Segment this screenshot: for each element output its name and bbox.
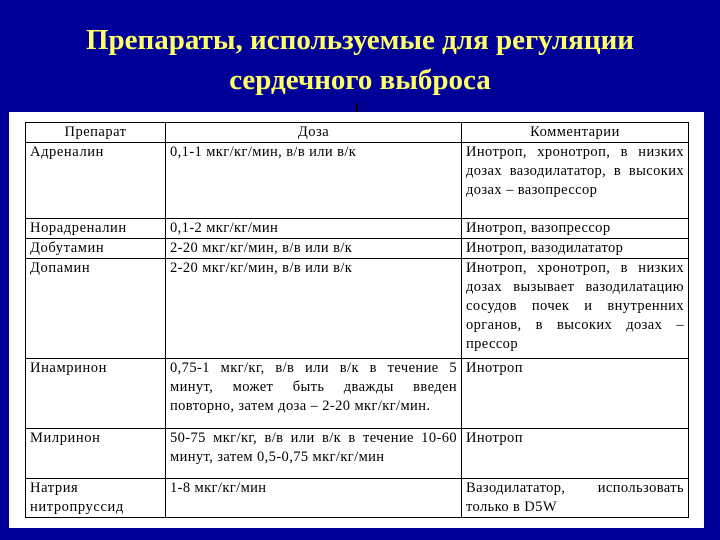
- drugs-table: [25, 122, 689, 518]
- table-row: [26, 359, 689, 429]
- drug-name-cell: Допамин: [26, 259, 166, 359]
- dose-cell: 2-20 мкг/кг/мин, в/в или в/к: [166, 239, 462, 259]
- drug-name-cell: Адреналин: [26, 143, 166, 219]
- slide-title-line-2: сердечного выброса: [229, 64, 491, 96]
- comment-cell: Инотроп, вазодилататор: [462, 239, 689, 259]
- table-row: [26, 219, 689, 239]
- comment-cell: Инотроп: [462, 429, 689, 479]
- header-dose: Доза: [166, 123, 462, 143]
- dose-cell: 0,1-1 мкг/кг/мин, в/в или в/к: [166, 143, 462, 219]
- comment-cell: Инотроп, хронотроп, в низких дозах вазодилататор, в высоких дозах – вазопрессор: [462, 143, 689, 219]
- comment-cell: Инотроп, хронотроп, в низких дозах вызывает вазодилатацию сосудов почек и внутренних органов, в высоких дозах – прессор: [462, 259, 689, 359]
- table-row: [26, 479, 689, 518]
- table-row: [26, 429, 689, 479]
- table-row: [26, 143, 689, 219]
- table-row: [26, 259, 689, 359]
- drug-name-cell: Натрия нитропруссид: [26, 479, 166, 518]
- table-panel: [9, 112, 704, 528]
- header-comment: Комментарии: [462, 123, 689, 143]
- drug-name-cell: Милринон: [26, 429, 166, 479]
- drug-name-cell: Инамринон: [26, 359, 166, 429]
- comment-cell: Инотроп, вазопрессор: [462, 219, 689, 239]
- dose-cell: 1-8 мкг/кг/мин: [166, 479, 462, 518]
- table-row: [26, 239, 689, 259]
- slide-title: [0, 20, 720, 100]
- table-header-row: [26, 123, 689, 143]
- dose-cell: 0,75-1 мкг/кг, в/в или в/к в течение 5 минут, может быть дважды введен повторно, затем доза – 2-20 мкг/кг/мин.: [166, 359, 462, 429]
- drug-name-cell: Добутамин: [26, 239, 166, 259]
- drug-name-cell: Норадреналин: [26, 219, 166, 239]
- dose-cell: 2-20 мкг/кг/мин, в/в или в/к: [166, 259, 462, 359]
- comment-cell: Инотроп: [462, 359, 689, 429]
- dose-cell: 50-75 мкг/кг, в/в или в/к в течение 10-60 минут, затем 0,5-0,75 мкг/кг/мин: [166, 429, 462, 479]
- slide-title-line-1: Препараты, используемые для регуляции: [86, 24, 634, 56]
- dose-cell: 0,1-2 мкг/кг/мин: [166, 219, 462, 239]
- header-drug: Препарат: [26, 123, 166, 143]
- comment-cell: Вазодилататор, использовать только в D5W: [462, 479, 689, 518]
